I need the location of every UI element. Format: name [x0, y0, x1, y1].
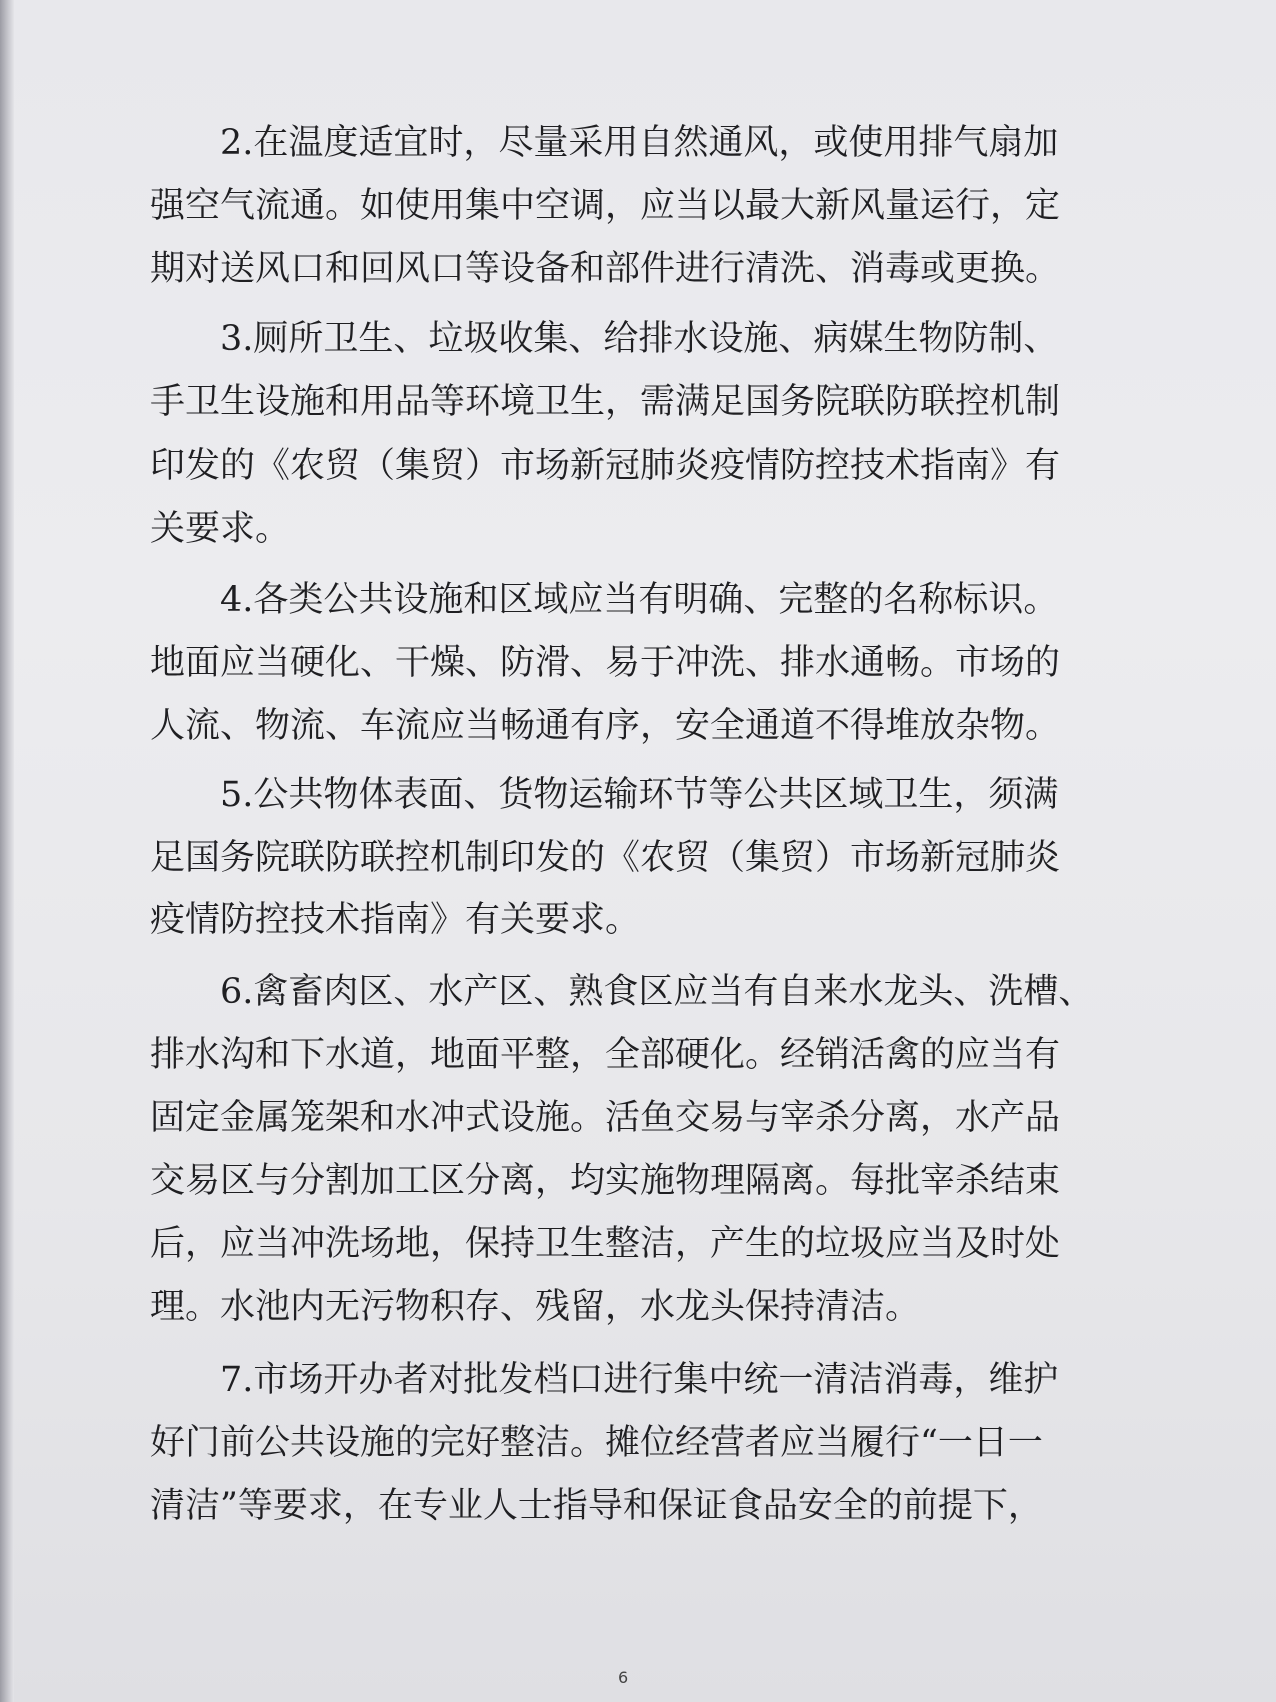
page-left-edge [0, 0, 14, 1702]
text-line: 排水沟和下水道，地面平整，全部硬化。经销活禽的应当有 [150, 1035, 1061, 1075]
text-line: 2.在温度适宜时，尽量采用自然通风，或使用排气扇加 [220, 123, 1059, 163]
text-line: 关要求。 [150, 509, 291, 549]
page-number: 6 [618, 1668, 629, 1687]
text-line: 理。水池内无污物积存、残留，水龙头保持清洁。 [150, 1287, 921, 1327]
text-line: 后，应当冲洗场地，保持卫生整洁，产生的垃圾应当及时处 [150, 1224, 1061, 1264]
text-line: 好门前公共设施的完好整洁。摊位经营者应当履行“一日一 [150, 1423, 1043, 1463]
text-line: 印发的《农贸（集贸）市场新冠肺炎疫情防控技术指南》有 [150, 446, 1061, 486]
text-line: 清洁”等要求，在专业人士指导和保证食品安全的前提下， [150, 1486, 1043, 1526]
text-line: 6.禽畜肉区、水产区、熟食区应当有自来水龙头、洗槽、 [220, 972, 1094, 1012]
text-line: 期对送风口和回风口等设备和部件进行清洗、消毒或更换。 [150, 249, 1061, 289]
text-line: 地面应当硬化、干燥、防滑、易于冲洗、排水通畅。市场的 [150, 643, 1061, 683]
text-line: 手卫生设施和用品等环境卫生，需满足国务院联防联控机制 [150, 382, 1061, 422]
text-line: 5.公共物体表面、货物运输环节等公共区域卫生，须满 [220, 775, 1059, 815]
text-line: 7.市场开办者对批发档口进行集中统一清洁消毒，维护 [220, 1360, 1059, 1400]
text-line: 人流、物流、车流应当畅通有序，安全通道不得堆放杂物。 [150, 706, 1061, 746]
text-line: 疫情防控技术指南》有关要求。 [150, 900, 641, 940]
text-line: 交易区与分割加工区分离，均实施物理隔离。每批宰杀结束 [150, 1161, 1061, 1201]
text-line: 3.厕所卫生、垃圾收集、给排水设施、病媒生物防制、 [220, 319, 1059, 359]
text-line: 固定金属笼架和水冲式设施。活鱼交易与宰杀分离，水产品 [150, 1098, 1061, 1138]
text-line: 4.各类公共设施和区域应当有明确、完整的名称标识。 [220, 580, 1059, 620]
text-line: 强空气流通。如使用集中空调，应当以最大新风量运行，定 [150, 186, 1061, 226]
text-line: 足国务院联防联控机制印发的《农贸（集贸）市场新冠肺炎 [150, 838, 1061, 878]
